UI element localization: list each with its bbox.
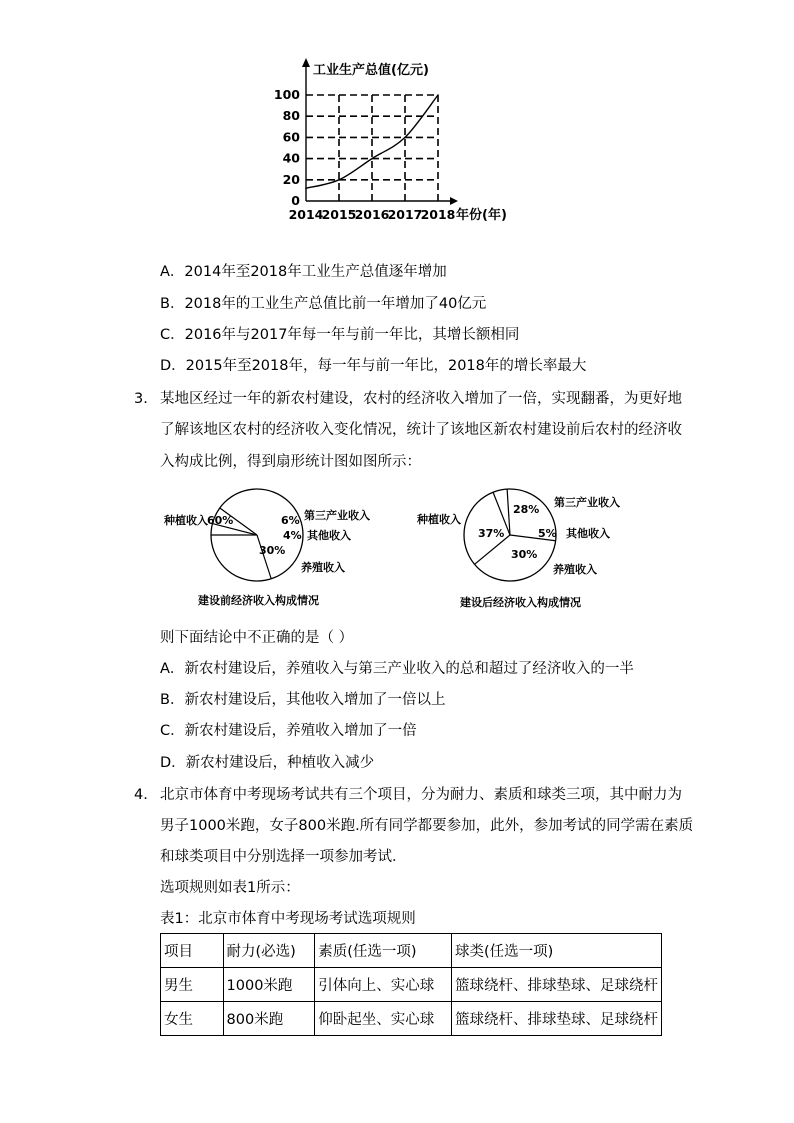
pie-before-pct-breeding: 30%: [259, 544, 286, 557]
x-tick-label: 2014: [288, 207, 324, 222]
q2-option-b[interactable]: B．2018年的工业生产总值比前一年增加了40亿元: [160, 296, 487, 312]
pie-before-label-tertiary: 第三产业收入: [304, 509, 370, 522]
table-header-cell: 耐力(必选): [223, 934, 315, 968]
y-tick-label: 20: [282, 171, 300, 187]
y-tick-label: 100: [273, 87, 300, 102]
pie-before-label-other: 其他收入: [307, 529, 351, 542]
pie-before-pct-other: 4%: [283, 529, 302, 542]
q3-question: 则下面结论中不正确的是（ ）: [160, 630, 354, 646]
q4-stem-line-3: 和球类项目中分别选择一项参加考试．: [160, 849, 407, 865]
pie-before-label-breeding: 养殖收入: [301, 561, 345, 574]
q3-number: 3.: [134, 391, 148, 407]
x-tick-label: 2016: [354, 207, 390, 222]
pie-after-label-breeding: 养殖收入: [553, 563, 597, 576]
y-tick-label: 0: [291, 193, 300, 208]
pie-before-pct-tertiary: 6%: [281, 514, 300, 527]
pie-after-label-other: 其他收入: [566, 527, 610, 540]
q4-rule-intro: 选项规则如表1所示：: [160, 880, 300, 896]
pie-before-pct-planting: 60%: [207, 514, 234, 527]
pie-after-pct-breeding: 30%: [511, 548, 538, 561]
x-axis-arrow: [450, 197, 458, 205]
q2-option-d[interactable]: D．2015年至2018年，每一年与前一年比，2018年的增长率最大: [160, 358, 587, 374]
q3-option-c[interactable]: C．新农村建设后，养殖收入增加了一倍: [160, 723, 417, 739]
pie-after-pct-other: 5%: [538, 527, 557, 540]
pie-after-pct-planting: 37%: [478, 527, 505, 540]
table-header-row: [161, 934, 662, 968]
data-point: [338, 179, 340, 181]
table-cell: 女生: [161, 1002, 224, 1036]
table-cell: 篮球绕杆、排球垫球、足球绕杆: [452, 968, 662, 1002]
table-row: [161, 968, 662, 1002]
q3-stem-line-2: 了解该地区农村的经济收入变化情况，统计了该地区新农村建设前后农村的经济收: [160, 422, 682, 438]
data-point: [404, 137, 406, 139]
q3-option-d[interactable]: D．新农村建设后，种植收入减少: [160, 755, 375, 771]
table-cell: 仰卧起坐、实心球: [315, 1002, 452, 1036]
x-tick-label: 2015: [321, 207, 357, 222]
data-point: [371, 158, 373, 160]
pie-chart-before: [155, 480, 405, 615]
chart-x-axis-title: 年份(年): [456, 208, 507, 223]
chart-gridlines: [306, 95, 438, 201]
pie-after-pct-tertiary: 28%: [513, 503, 540, 516]
table-cell: 800米跑: [223, 1002, 315, 1036]
q3-option-b[interactable]: B．新农村建设后，其他收入增加了一倍以上: [160, 692, 446, 708]
y-tick-label: 40: [282, 150, 300, 166]
table-header-cell: 项目: [161, 934, 224, 968]
pie-after-label-planting: 种植收入: [417, 513, 461, 526]
chart-y-axis-title: 工业生产总值(亿元): [313, 63, 429, 78]
q4-number: 4.: [134, 787, 148, 803]
table-header-cell: 球类(任选一项): [452, 934, 662, 968]
table-cell: 男生: [161, 968, 224, 1002]
pie-before-label-planting: 种植收入: [164, 514, 208, 527]
chart-axes: [302, 58, 458, 205]
q2-option-a[interactable]: A．2014年至2018年工业生产总值逐年增加: [160, 264, 447, 280]
q3-stem-line-1: 某地区经过一年的新农村建设，农村的经济收入增加了一倍，实现翻番，为更好地: [160, 391, 682, 407]
table-header-cell: 素质(任选一项): [315, 934, 452, 968]
table-cell: 引体向上、实心球: [315, 968, 452, 1002]
chart-tick-labels: [274, 87, 455, 222]
x-tick-label: 2017: [387, 207, 423, 222]
pie-chart-after: [405, 480, 655, 615]
y-tick-label: 60: [282, 129, 300, 145]
pie-after-label-tertiary: 第三产业收入: [554, 496, 620, 509]
pie-after-title: 建设后经济收入构成情况: [460, 596, 581, 609]
data-point: [305, 187, 307, 189]
q4-stem-line-1: 北京市体育中考现场考试共有三个项目，分为耐力、素质和球类三项，其中耐力为: [160, 787, 682, 803]
q3-option-a[interactable]: A．新农村建设后，养殖收入与第三产业收入的总和超过了经济收入的一半: [160, 661, 634, 677]
table-cell: 1000米跑: [223, 968, 315, 1002]
y-axis-arrow: [302, 58, 310, 67]
q4-stem-line-2: 男子1000米跑，女子800米跑.所有同学都要参加，此外，参加考试的同学需在素质: [160, 818, 694, 834]
line-chart-industrial-output: [270, 55, 530, 225]
rules-table: [160, 933, 662, 1036]
table-row: [161, 1002, 662, 1036]
table-cell: 篮球绕杆、排球垫球、足球绕杆: [452, 1002, 662, 1036]
y-tick-label: 80: [282, 108, 300, 124]
q3-stem-line-3: 入构成比例，得到扇形统计图如图所示：: [160, 454, 421, 470]
pie-before-title: 建设前经济收入构成情况: [198, 594, 319, 607]
q4-table-caption: 表1：北京市体育中考现场考试选项规则: [160, 911, 416, 927]
q2-option-c[interactable]: C．2016年与2017年每一年与前一年比，其增长额相同: [160, 327, 520, 343]
data-point: [437, 94, 439, 96]
x-tick-label: 2018: [420, 207, 456, 222]
